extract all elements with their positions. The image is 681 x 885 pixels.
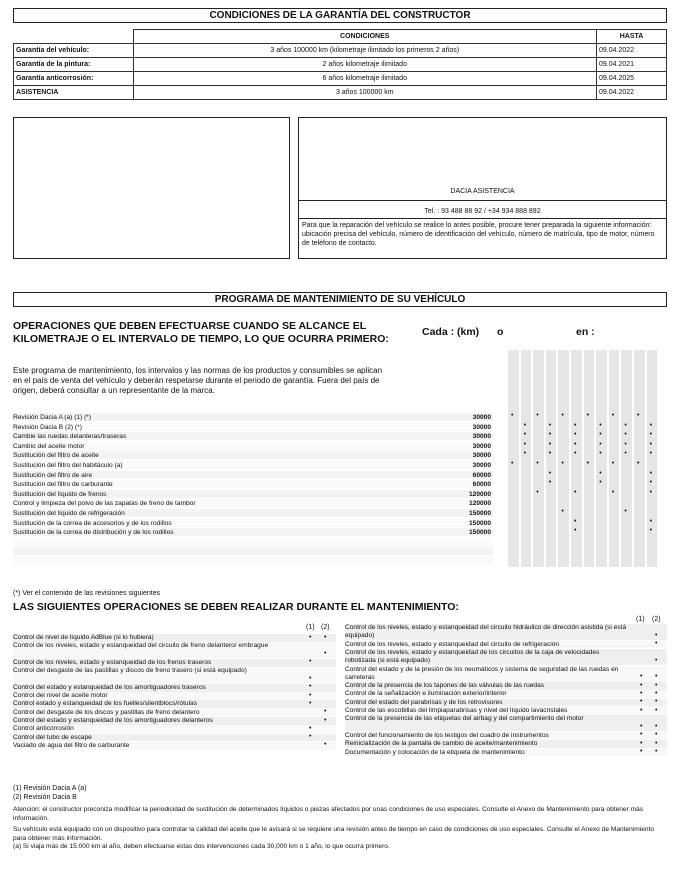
check-mark-1: •	[640, 681, 643, 689]
cada-label: Cada : (km)	[422, 326, 480, 338]
interval-mark: •	[523, 450, 527, 458]
maintenance-row	[13, 413, 667, 423]
interval-mark: •	[523, 440, 527, 448]
maintenance-row	[13, 432, 667, 442]
interval-mark: •	[536, 412, 539, 419]
service-op: Control del desgaste de los discos y pastillas de freno delantero	[13, 708, 200, 716]
interval-mark: •	[599, 469, 602, 477]
check-mark-1: •	[640, 731, 643, 739]
interval-mark: •	[649, 421, 653, 429]
maintenance-heading: OPERACIONES QUE DEBEN EFECTUARSE CUANDO SE ALCANCE EL KILOMETRAJE O EL INTERVALO DE TIEMPO, LO QUE OCURRA PRIMERO:	[13, 320, 389, 345]
assistance-phone: Tel. : 93 488 88 92 / +34 934 888 892	[424, 208, 541, 215]
interval-mark: •	[574, 421, 577, 429]
interval-mark: •	[649, 517, 653, 525]
operation-km: 30000	[472, 462, 491, 469]
warranty-row: Garantía del vehículo: 3 años 100000 km (kilometraje ilimitado los primeros 2 años) 09.04.2022	[14, 44, 667, 58]
service-op: Control de nivel de líquido AdBlue (si lo hubiera)	[13, 634, 154, 641]
warranty-row: Garantía de la pintura: 2 años kilometraje ilimitado 09.04.2021	[14, 58, 667, 72]
warranty-table	[13, 29, 667, 100]
interval-mark: •	[649, 469, 653, 477]
maintenance-row	[13, 471, 667, 481]
service-op: Vaciado de agua del filtro de carburante	[13, 741, 130, 749]
operation-km: 30000	[472, 414, 491, 421]
service-op: Control de los niveles, estado y estanqueidad del circuito de freno delantero/ embrague	[13, 642, 269, 650]
interval-mark: •	[586, 412, 590, 419]
service-op: Control anticorrosión	[13, 725, 74, 733]
o-label: o	[497, 326, 504, 338]
operation-km: 120000	[468, 490, 491, 498]
maintenance-row	[13, 451, 667, 461]
interval-mark: •	[574, 440, 577, 448]
interval-mark: •	[599, 421, 602, 429]
col1-label-right: (1)	[636, 616, 645, 623]
check-mark-1: •	[309, 724, 312, 732]
interval-mark: •	[561, 460, 564, 467]
operation-km: 150000	[468, 529, 491, 537]
maintenance-row	[13, 490, 667, 500]
service-op: Control del nivel de aceite motor	[13, 692, 108, 700]
service-op: Control del estado y estanqueidad de los amortiguadores traseros	[13, 683, 206, 691]
interval-mark: •	[548, 440, 552, 448]
service-op: Reinicialización de la pantalla de cambio de aceite/mantenimiento	[345, 740, 538, 748]
interval-mark: •	[624, 508, 627, 515]
col-conditions: CONDICIONES	[133, 30, 597, 44]
check-mark-2: •	[655, 689, 658, 697]
note-a: (a) Si viaja más de 15.000 km al año, deben efectuarse estas dos intervenciones cada 30,000 km o 1 año, lo que ocurra primero.	[13, 843, 390, 850]
check-mark-1: •	[640, 723, 643, 731]
service-op: Control de los niveles, estado y estanqueidad de los frenos traseros	[13, 658, 212, 666]
maintenance-row	[13, 442, 667, 452]
operation-km: 120000	[468, 500, 491, 508]
maintenance-row	[13, 528, 667, 538]
check-mark-2: •	[324, 708, 327, 716]
service-op: Control del estado y estanqueidad de los amortiguadores delanteros	[13, 717, 213, 724]
assistance-box	[298, 117, 667, 259]
operation-name: Sustitución de la correa de distribución y de los rodillos	[13, 529, 174, 537]
interval-mark: •	[611, 460, 615, 467]
oil-device-note: Su vehículo está equipado con un dispositivo para controlar la calidad del aceite que le avisará si se requiere una revisión antes de tiempo en caso de condiciones de uso especiales. Consulte el Anexo de Mantenimiento para obtener más información.	[13, 826, 655, 842]
interval-mark: •	[561, 508, 564, 515]
service-op: Control de las escobillas del limpiaparabrisas y nivel del líquido lavacristales	[345, 707, 568, 714]
dealer-stamp-box	[13, 117, 290, 259]
check-mark-2: •	[324, 741, 327, 749]
interval-mark: •	[624, 440, 627, 448]
footnote-star: (*) Ver el contenido de las revisiones siguientes	[13, 590, 161, 597]
service-op: Control de la señalización e iluminación exterior/interior	[345, 690, 507, 698]
operation-name: Sustitución de la correa de accesorios y de los rodillos	[13, 519, 172, 527]
warranty-title: CONDICIONES DE LA GARANTÍA DEL CONSTRUCTOR	[13, 8, 667, 23]
maintenance-row	[13, 519, 667, 529]
maintenance-row	[13, 499, 667, 509]
check-mark-1: •	[640, 706, 643, 714]
interval-mark: •	[548, 421, 552, 429]
interval-mark: •	[599, 431, 602, 439]
interval-mark: •	[574, 488, 577, 496]
operation-km: 60000	[472, 481, 491, 489]
interval-mark: •	[649, 450, 653, 458]
check-mark-1: •	[309, 633, 312, 641]
interval-mark: •	[599, 450, 602, 458]
interval-mark: •	[536, 488, 539, 496]
check-mark-2: •	[655, 698, 658, 706]
interval-mark: •	[548, 469, 552, 477]
interval-mark: •	[561, 412, 564, 419]
operation-name: Sustitución del filtro de aceite	[13, 452, 99, 460]
check-mark-1: •	[309, 683, 312, 691]
service-op: Control estado y estanqueidad de los fuelles/silentblocs/rótulas	[13, 700, 198, 708]
interval-mark: •	[649, 479, 653, 487]
check-mark-2: •	[324, 716, 327, 724]
check-mark-2: •	[324, 633, 327, 641]
warranty-row: ASISTENCIA 3 años 100000 km 09.04.2022	[14, 86, 667, 100]
interval-mark: •	[536, 460, 539, 467]
legend-1: (1) Revisión Dacia A (a)	[13, 785, 87, 792]
check-mark-1: •	[640, 689, 643, 697]
operation-km: 60000	[472, 471, 491, 479]
row-stripe	[13, 557, 493, 565]
interval-mark: •	[548, 479, 552, 487]
service-ops-heading: LAS SIGUIENTES OPERACIONES SE DEBEN REALIZAR DURANTE EL MANTENIMIENTO:	[13, 601, 459, 613]
legend-2: (2) Revisión Dacia B	[13, 794, 77, 801]
operation-name: Sustitución del líquido de frenos	[13, 490, 107, 498]
check-mark-2: •	[655, 631, 658, 639]
maintenance-intro: Este programa de mantenimiento, los intervalos y las normas de los productos y consumibles se aplican en el país de venta del vehículo y deberán respetarse durante el periodo de garantía. Fuera del país de origen, deberá consultar a un representante de la marca.	[13, 366, 383, 395]
col2-label: (2)	[321, 624, 330, 631]
interval-mark: •	[611, 488, 615, 496]
interval-mark: •	[649, 488, 653, 496]
interval-mark: •	[624, 450, 627, 458]
interval-mark: •	[574, 527, 577, 535]
operation-name: Sustitución del filtro del habitáculo (a)	[13, 462, 123, 469]
interval-mark: •	[637, 412, 640, 419]
maintenance-row	[13, 509, 667, 519]
interval-mark: •	[574, 450, 577, 458]
row-stripe	[13, 547, 493, 555]
service-op: Control del funcionamiento de los testigos del cuadro de instrumentos	[345, 731, 549, 739]
interval-mark: •	[548, 450, 552, 458]
operation-name: Sustitución del filtro de carburante	[13, 481, 113, 489]
col-until: HASTA	[597, 30, 667, 44]
operation-name: Revisión Dacia B (2) (*)	[13, 423, 82, 431]
check-mark-1: •	[640, 698, 643, 706]
interval-mark: •	[599, 440, 602, 448]
service-op: Control de la presencia de las etiquetas del airbag y del compartimiento del motor	[345, 715, 584, 723]
maintenance-title: PROGRAMA DE MANTENIMIENTO DE SU VEHÍCULO	[13, 292, 667, 307]
check-mark-1: •	[640, 748, 643, 755]
en-label: en :	[576, 326, 595, 338]
interval-mark: •	[574, 517, 577, 525]
row-stripe	[13, 538, 493, 546]
check-mark-2: •	[655, 723, 658, 731]
interval-mark: •	[649, 431, 653, 439]
operation-km: 30000	[472, 423, 491, 431]
interval-mark: •	[523, 421, 527, 429]
check-mark-2: •	[655, 748, 658, 755]
assistance-note: Para que la reparación del vehículo se realice lo antes posible, procure tener preparada la siguiente información: ubicación precisa del vehículo, número de identificación del vehículo, número de matrícula, tipo de motor, número de teléfono de contacto.	[302, 222, 655, 247]
service-op: Control de la presencia de los tapones de las válvulas de las ruedas	[345, 682, 545, 690]
check-mark-1: •	[309, 733, 312, 741]
operation-name: Revisión Dacia A (a) (1) (*)	[13, 414, 92, 421]
check-mark-1: •	[309, 691, 312, 699]
interval-mark: •	[599, 479, 602, 487]
operation-km: 30000	[472, 452, 491, 460]
operation-km: 30000	[472, 442, 491, 450]
service-op: Documentación y colocación de la etiqueta de mantenimiento	[345, 748, 525, 756]
interval-mark: •	[624, 431, 627, 439]
maintenance-row	[13, 480, 667, 490]
operation-name: Control y limpieza del polvo de las zapatas de freno de tambor	[13, 500, 196, 508]
service-op: Control del tubo de escape	[13, 733, 92, 741]
maintenance-row	[13, 423, 667, 433]
interval-mark: •	[624, 421, 627, 429]
check-mark-2: •	[655, 656, 658, 664]
interval-mark: •	[511, 412, 514, 419]
warranty-row: Garantía anticorrosión: 6 años kilometraje ilimitado 09.04.2025	[14, 72, 667, 86]
interval-mark: •	[649, 527, 653, 535]
check-mark-1: •	[309, 699, 312, 707]
check-mark-2: •	[655, 640, 658, 648]
maintenance-row	[13, 461, 667, 471]
check-mark-1: •	[309, 658, 312, 666]
operation-km: 30000	[472, 433, 491, 441]
operation-km: 150000	[468, 510, 491, 517]
service-op: Control de los niveles, estado y estanqueidad del circuito hidráulico de dirección asistida (si está equipado)	[345, 624, 627, 640]
operation-km: 150000	[468, 519, 491, 527]
interval-mark: •	[511, 460, 514, 467]
operation-name: Cambie las ruedas delanteras/traseras	[13, 433, 127, 441]
attention-note: Atención: el constructor preconiza modificar la periodicidad de sustitución de determinados líquidos o piezas afectados por unas condiciones de uso especiales. Consulte el Anexo de Mantenimiento para obtener más información.	[13, 806, 644, 822]
check-mark-1: •	[309, 675, 312, 682]
service-op: Control del estado del parabrisas y de los retrovisores	[345, 698, 503, 706]
interval-mark: •	[637, 460, 640, 467]
interval-mark: •	[548, 431, 552, 439]
check-mark-2: •	[655, 731, 658, 739]
check-mark-1: •	[640, 739, 643, 747]
check-mark-1: •	[640, 673, 643, 681]
check-mark-2: •	[324, 650, 327, 658]
service-op: Control del estado y de la presión de los neumáticos y sistema de seguridad de las ruedas en carreteras	[345, 665, 619, 681]
interval-mark: •	[611, 412, 615, 419]
interval-mark: •	[649, 440, 653, 448]
col1-label: (1)	[306, 624, 315, 631]
service-op: Control de los niveles, estado y estanqueidad del circuito de refrigeración	[345, 640, 560, 648]
service-op: Control del desgaste de las pastillas y discos de freno trasero (si está equipado)	[13, 667, 247, 675]
check-mark-2: •	[655, 706, 658, 714]
col2-label-right: (2)	[652, 616, 661, 623]
check-mark-2: •	[655, 681, 658, 689]
service-op: Control de los niveles, estado y estanqueidad de los circuitos de la caja de velocidades robotizada (si está equipado)	[345, 648, 600, 665]
operation-name: Sustitución del líquido de refrigeración	[13, 510, 125, 517]
check-mark-2: •	[655, 739, 658, 747]
check-mark-2: •	[655, 673, 658, 681]
assistance-name: DACIA ASISTENCIA	[450, 188, 515, 195]
interval-mark: •	[523, 431, 527, 439]
operation-name: Cambio del aceite motor	[13, 442, 85, 450]
interval-mark: •	[574, 431, 577, 439]
interval-mark: •	[586, 460, 590, 467]
operation-name: Sustitución del filtro de aire	[13, 471, 93, 479]
